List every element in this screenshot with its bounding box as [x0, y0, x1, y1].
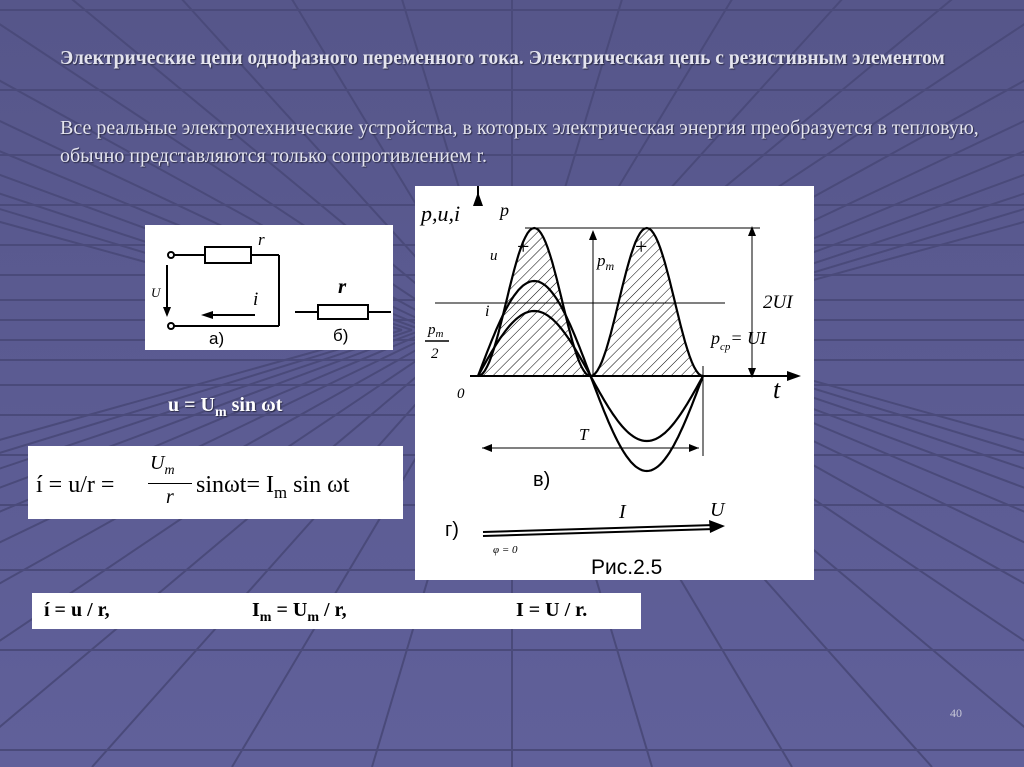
label-v: в) [533, 469, 551, 491]
formula-voltage: $u = U_m$ sin ωt [168, 394, 283, 420]
slide-body-text: Все реальные электротехнические устройства, в которых электрическая энергия преобразуется в тепловую, обычно представляются только сопротивлением r. [60, 117, 979, 167]
origin-label: 0 [457, 386, 465, 402]
current-label: i [253, 289, 259, 310]
t-axis-label: t [773, 375, 781, 404]
resistor-label-a: r [258, 230, 265, 249]
fraction-bar [148, 483, 192, 484]
formula-current: í = u/r = $U_m$ r $\sin\omega t= I_m$ sin ωt [28, 446, 403, 519]
slide-number: 40 [950, 706, 962, 720]
voltage-label: U [151, 285, 161, 300]
axis-label-pui: p,u,i [421, 201, 461, 226]
fraction-numerator: $U_m$ [150, 452, 175, 478]
pm-half-denominator: 2 [431, 346, 439, 362]
phi-label: φ = 0 [493, 544, 518, 556]
circuit-diagram [145, 225, 393, 350]
vector-i-label: I [619, 501, 626, 523]
power-area-hatch [478, 228, 703, 376]
plus-sign-1: + [517, 234, 530, 259]
waveform-figure [415, 186, 814, 580]
formula-ohm-law: í = u / r, $I_m = U_m / r$, I = U / r. [32, 593, 641, 629]
fraction-denominator: r [166, 486, 174, 508]
plus-sign-2: + [635, 234, 648, 259]
slide-title: Электрические цепи однофазного переменного тока. Электрическая цепь с резистивным элементом [60, 48, 945, 69]
pm-label: $p_m$ [597, 251, 615, 273]
resistor-label-b: r [338, 274, 347, 298]
label-a: а) [209, 329, 225, 348]
pm-half-numerator: $p_m$ [428, 322, 444, 340]
two-ui-label: 2UI [763, 292, 793, 313]
label-g: г) [445, 519, 459, 541]
vector-u-label: U [710, 499, 725, 521]
waveform-graph [415, 186, 814, 580]
curve-label-p: p [500, 200, 509, 220]
figure-caption: Рис.2.5 [591, 556, 663, 579]
period-label: T [579, 425, 589, 444]
pcp-label: $p_{ср}=$ UI [711, 328, 767, 353]
circuit-schematic [145, 225, 393, 350]
curve-label-u: u [490, 248, 498, 264]
curve-label-i: i [485, 303, 490, 320]
label-b: б) [333, 326, 349, 345]
